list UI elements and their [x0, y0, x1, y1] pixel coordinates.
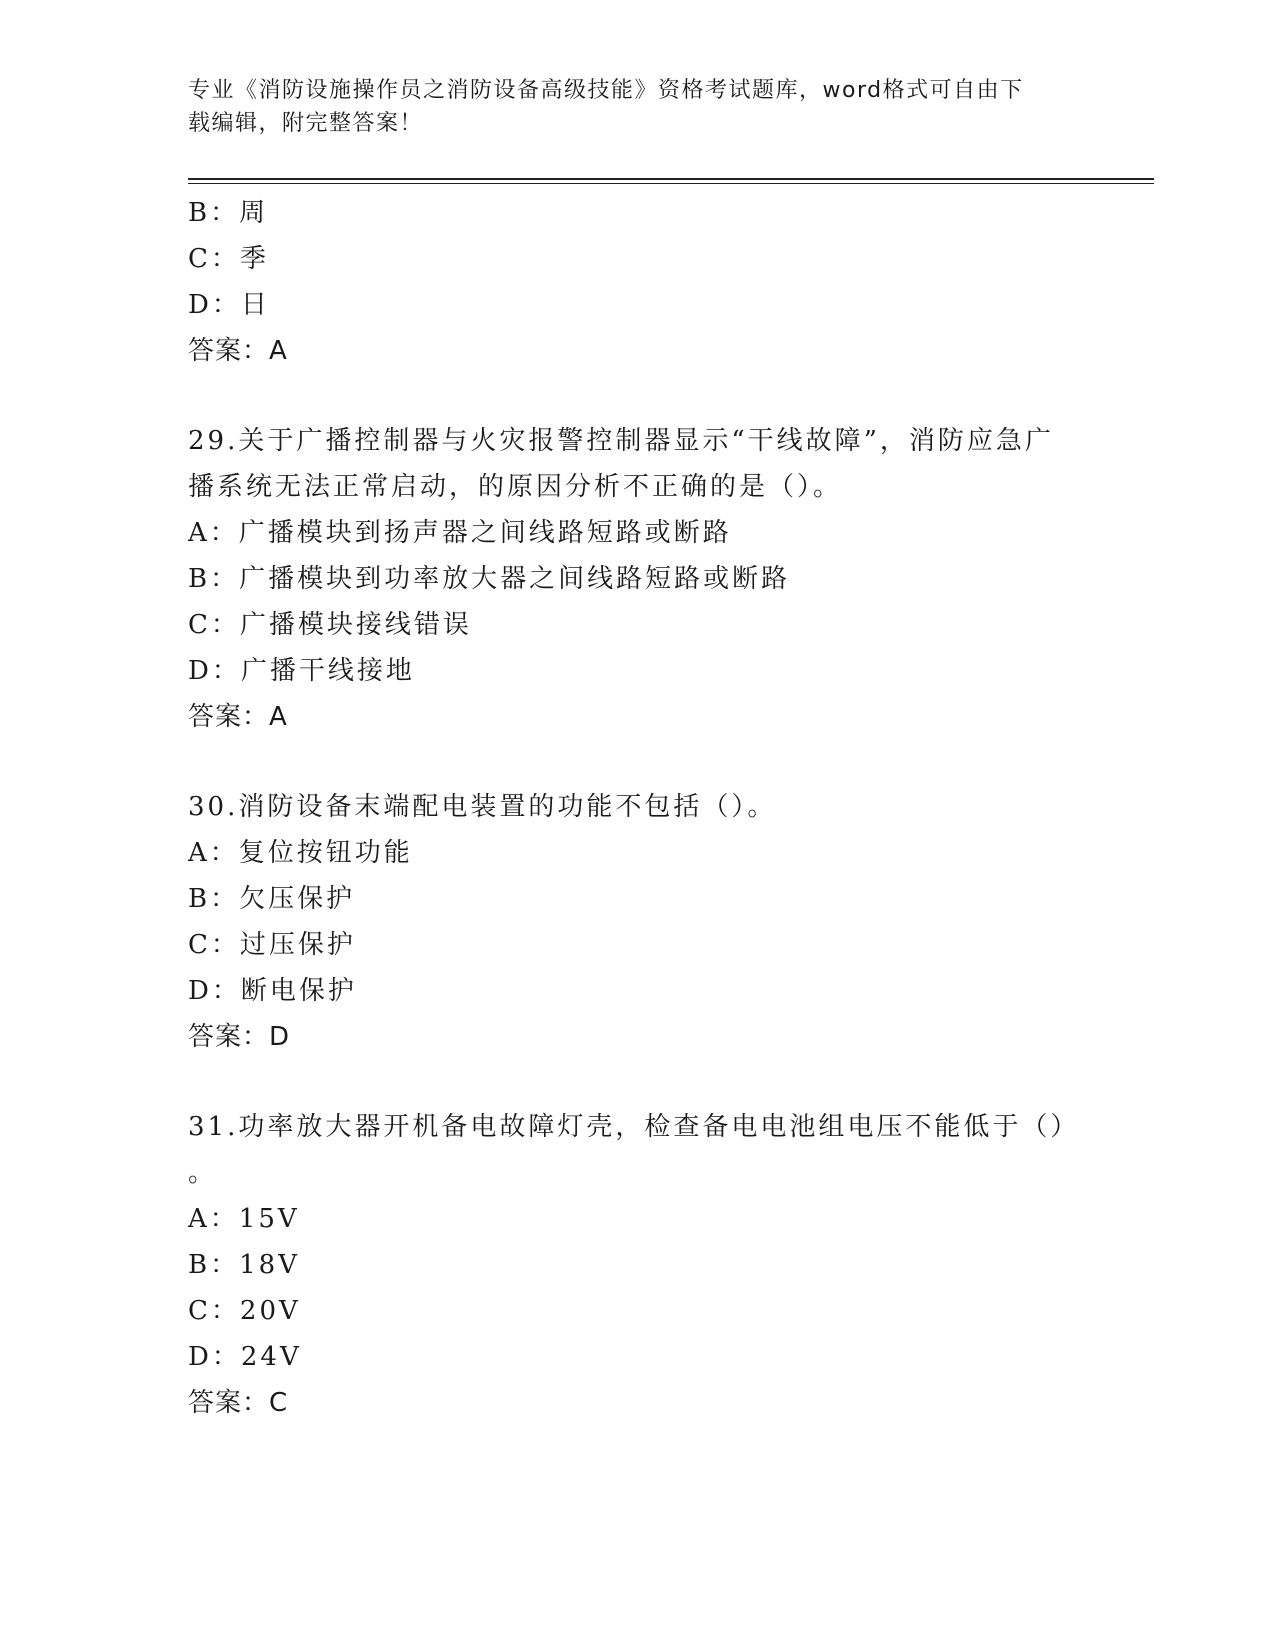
option-d: D：24V [188, 1342, 302, 1372]
document-body [188, 190, 1088, 1426]
question-31 [188, 1104, 1088, 1426]
option-b: B：欠压保护 [188, 884, 356, 914]
header-line-1: 专业《消防设施操作员之消防设备高级技能》资格考试题库，word格式可自由下 [188, 78, 1024, 103]
option-a: A：广播模块到扬声器之间线路短路或断路 [188, 518, 732, 548]
option-a: A：15V [188, 1204, 300, 1234]
option-b: B：周 [188, 198, 269, 228]
answer-line: 答案：D [188, 1022, 291, 1052]
option-c: C：20V [188, 1296, 301, 1326]
header-rule-thin [188, 183, 1154, 184]
option-a: A：复位按钮功能 [188, 838, 413, 868]
question-stem-line: 30.消防设备末端配电装置的功能不包括（）。 [188, 792, 777, 822]
answer-line: 答案：A [188, 702, 288, 732]
option-c: C：广播模块接线错误 [188, 610, 472, 640]
option-d: D：日 [188, 290, 270, 320]
answer-line: 答案：A [188, 336, 288, 366]
answer-line: 答案：C [188, 1388, 289, 1418]
question-30 [188, 784, 1088, 1060]
option-b: B：广播模块到功率放大器之间线路短路或断路 [188, 564, 791, 594]
question-28-continued [188, 190, 1088, 374]
option-d: D：广播干线接地 [188, 656, 415, 686]
question-stem-line: 29.关于广播控制器与火灾报警控制器显示“干线故障”，消防应急广 [188, 426, 1054, 456]
option-b: B：18V [188, 1250, 300, 1280]
question-stem-line: 31.功率放大器开机备电故障灯壳，检查备电电池组电压不能低于（） [188, 1112, 1080, 1142]
question-stem-line: 播系统无法正常启动，的原因分析不正确的是（）。 [188, 472, 843, 502]
header-rule-thick [188, 178, 1154, 180]
header-line-2: 载编辑，附完整答案！ [188, 111, 424, 136]
option-c: C：季 [188, 244, 269, 274]
question-stem-line: 。 [188, 1158, 218, 1188]
document-header [188, 74, 1068, 140]
question-29 [188, 418, 1088, 740]
option-d: D：断电保护 [188, 976, 357, 1006]
option-c: C：过压保护 [188, 930, 356, 960]
